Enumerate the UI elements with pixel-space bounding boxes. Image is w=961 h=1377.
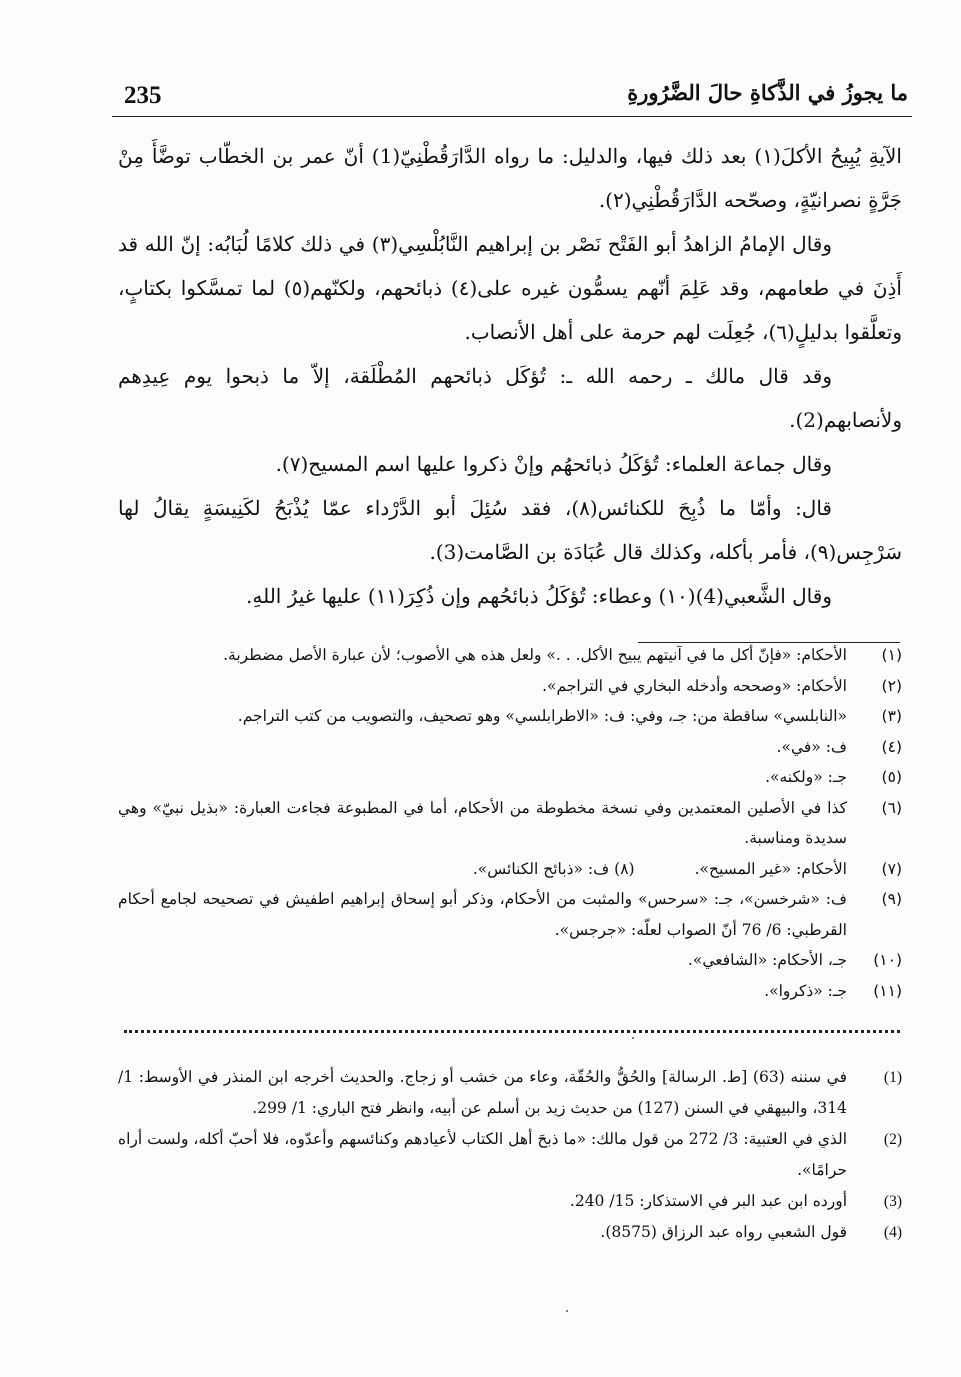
paragraph: وقد قال مالك ـ رحمه الله ـ: تُؤكَل ذبائحهم المُطْلَقة، إلاّ ما ذبحوا يوم عِيدِهم ولأنصابهم(2).: [118, 364, 902, 432]
footnote-text: جـ: «ذكروا».: [764, 981, 847, 1000]
footnote: [118, 976, 902, 1007]
footnote-number: (٣): [881, 707, 902, 725]
footnote-text: كذا في الأصلين المعتمدين وفي نسخة مخطوطة من الأحكام، أما في المطبوعة فجاءت العبارة: «بذيل نبيّ» وهي سديدة ومناسبة.: [118, 798, 847, 847]
editor-note-text: في سننه (63) [ط. الرسالة] والحُقُّ والحُقّة، وعاء من خشب أو زجاج. والحديث أخرجه ابن المنذر في الأوسط: 1/ 314، والبيهقي في السنن (127) من حديث زيد بن أسلم عن أبيه، وانظر فتح الباري: 1/ 299.: [118, 1068, 848, 1117]
footnote: [118, 732, 902, 763]
footnote: [118, 884, 902, 945]
footnote-text: جـ، الأحكام: «الشافعي».: [687, 951, 847, 969]
editor-note-text: الذي في العتبية: 3/ 272 من قول مالك: «ما ذبحَ أهل الكتاب لأعيادهم وكنائسهم وأعدّوه، فلا أحبّ أكله، ولست أراه حرامًا».: [118, 1130, 847, 1179]
footnote: [118, 854, 902, 885]
running-title: ما يجوزُ في الذَّكاةِ حالَ الضَّرُورةِ: [627, 80, 908, 105]
paragraph: قال: وأمّا ما ذُبِحَ للكنائس(٨)، فقد سُئِلَ أبو الدَّرْداء عمّا يُذْبَحُ لكَنِيسَةٍ يقالُ لها سَرْجِس(٩)، فأمر بأكله، وكذلك قال عُبَادَة بن الصَّامت(3).: [118, 496, 902, 564]
footnote-number: (٨): [614, 859, 635, 878]
footnote-inline-pair: [473, 854, 635, 885]
footnote: [118, 701, 902, 732]
footnote-number: (٧): [881, 859, 902, 878]
paragraph: الآيةِ يُبِيحُ الأكلَ(١) بعد ذلك فيها، والدليل: ما رواه الدَّارَقُطْنِيّ(1) أنّ عمر بن الخطّاب توضَّأَ مِنْ جَرَّةٍ نصرانيّةٍ، وصحّحه الدَّارَقُطْنِي(٢).: [118, 144, 902, 212]
footnote-number: (١١): [873, 981, 902, 1000]
footnote-text-pair: [118, 854, 847, 885]
footnote-number: (٤): [881, 737, 902, 756]
editor-note: [118, 1124, 902, 1186]
editor-note: [118, 1186, 902, 1217]
footnote-text: ف: «شرخسن»، جـ: «سرحس» والمثبت من الأحكام، وذكر أبو إسحاق إبراهيم اطفيش في تصحيحه لجامع أحكام القرطبي: 6/ 76 أنّ الصواب لعلّه: «جرجس».: [118, 890, 847, 939]
editor-note: [118, 1217, 902, 1248]
page-number: 235: [124, 82, 162, 109]
footnote: [118, 671, 902, 702]
editor-note-number: (1): [883, 1069, 902, 1086]
print-speck: [632, 1037, 634, 1039]
editor-note: [118, 1062, 902, 1124]
footnote-text: «النابلسي» ساقطة من: جـ، وفي: ف: «الاطرابلسي» وهو تصحيف، والتصويب من كتب التراجم.: [237, 707, 847, 725]
footnote-number: (٢): [881, 676, 902, 695]
footnote-text: الأحكام: «وصححه وأدخله البخاري في التراجم».: [542, 676, 847, 695]
footnotes: [118, 640, 902, 1006]
page-header: [112, 80, 912, 117]
footnote: [118, 762, 902, 793]
footnote-number: (١): [881, 646, 902, 664]
footnote-number: (٦): [881, 798, 902, 817]
footnote-text: الأحكام: «غير المسيح».: [694, 859, 847, 878]
print-speck: [566, 1310, 568, 1312]
footnote-text: جـ: «ولكنه».: [765, 768, 847, 786]
footnote: [118, 793, 902, 854]
editor-note-number: (3): [883, 1193, 902, 1210]
paragraph: وقال الشَّعبي(4)(١٠) وعطاء: تُؤكَلُ ذبائحُهم وإن ذُكِرَ(١١) عليها غيرُ اللهِ.: [246, 584, 832, 608]
footnote-number: (٩): [881, 890, 902, 908]
footnote: [118, 640, 902, 671]
editor-notes: [118, 1062, 902, 1248]
footnote-number: (١٠): [873, 951, 902, 969]
editor-note-number: (2): [883, 1131, 902, 1148]
footnote-text: ف: «في».: [776, 737, 847, 756]
paragraph: وقال الإمامُ الزاهدُ أبو الفَتْح نَصْر بن إبراهيم النَّابُلْسِي(٣) في ذلك كلامًا لُبَابُه: إنّ الله قد أَذِنَ في طعامهم، وقد عَلِمَ أنّهم يسمُّون غيره على(٤) ذبائحهم، ولكنّهم(٥) لما تمسَّكوا بكتابٍ، وتعلَّقوا بدليلٍ(٦)، جُعِلَت لهم حرمة على أهل الأنصاب.: [118, 232, 902, 344]
footnote-text: ف: «ذبائح الكنائس».: [472, 859, 610, 878]
editor-note-number: (4): [883, 1224, 902, 1241]
footnote-text: الأحكام: «فإنّ أكل ما في آنيتهم يبيح الأكل. . .» ولعل هذه هي الأصوب؛ لأن عبارة الأصل مضطربة.: [223, 646, 847, 664]
footnote-number: (٥): [881, 768, 902, 786]
editor-note-text: أورده ابن عبد البر في الاستذكار: 15/ 240.: [569, 1192, 847, 1210]
dotted-separator: [124, 1018, 900, 1033]
main-text: [118, 134, 902, 618]
footnote: [118, 945, 902, 976]
paragraph: وقال جماعة العلماء: تُؤكَلُ ذبائحهُم وإنْ ذكروا عليها اسم المسيح(٧).: [275, 452, 832, 476]
editor-note-text: قول الشعبي رواه عبد الرزاق (8575).: [600, 1223, 847, 1241]
